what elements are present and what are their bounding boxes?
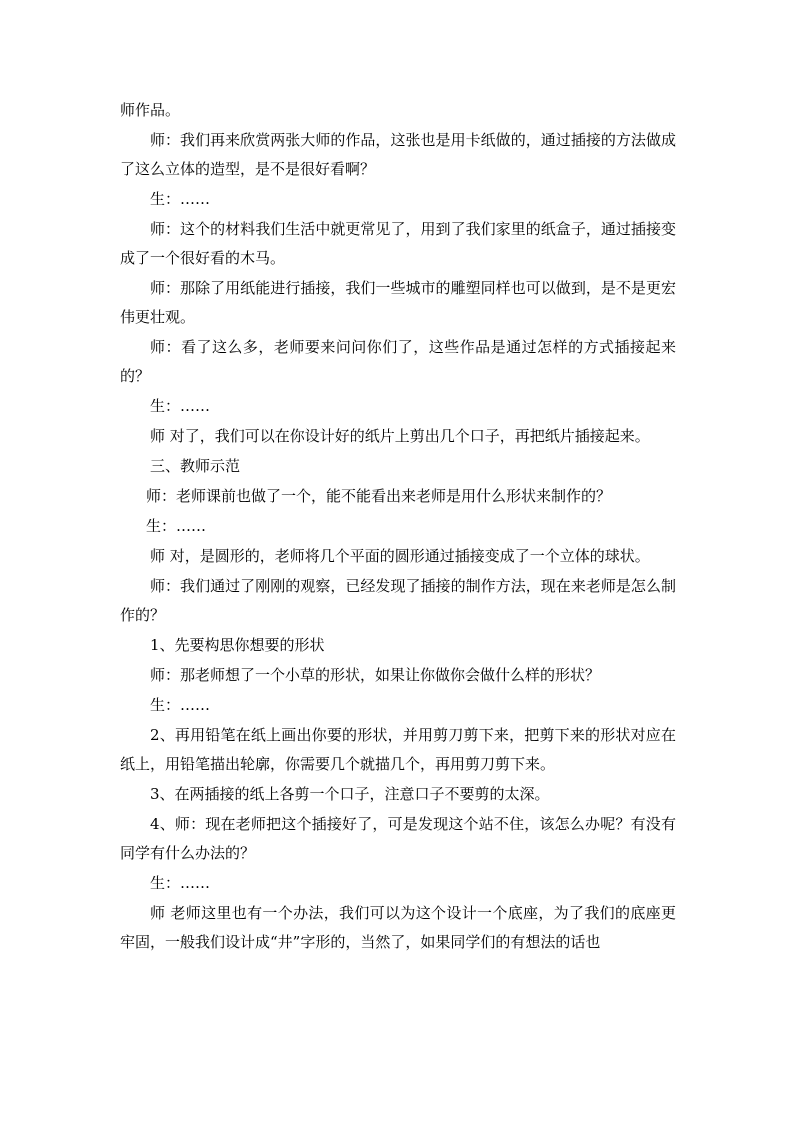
paragraph: 师：那老师想了一个小草的形状，如果让你做你会做什么样的形状？ [150,666,601,684]
paragraph: 生：…… [146,517,207,535]
paragraph: 生：…… [150,397,211,415]
paragraph: 师 对，是圆形的，老师将几个平面的圆形通过插接变成了一个立体的球状。 [150,547,650,565]
paragraph: 师：我们通过了刚刚的观察，已经发现了插接的制作方法，现在来老师是怎么制作的？ [120,577,676,624]
paragraph: 生：…… [150,190,211,208]
paragraph: 师：看了这么多，老师要来问问你们了，这些作品是通过怎样的方式插接起来的？ [120,338,676,385]
paragraph: 师：这个的材料我们生活中就更常见了，用到了我们家里的纸盒子，通过插接变成了一个很好看的木马。 [120,220,676,267]
paragraph: 师：我们再来欣赏两张大师的作品，这张也是用卡纸做的，通过插接的方法做成了这么立体的造型，是不是很好看啊？ [120,131,676,178]
paragraph: 师 对了，我们可以在你设计好的纸片上剪出几个口子，再把纸片插接起来。 [150,427,650,445]
paragraph: 生：…… [150,874,211,892]
paragraph: 师作品。 [120,101,181,119]
paragraph: 师：那除了用纸能进行插接，我们一些城市的雕塑同样也可以做到，是不是更宏伟更壮观。 [120,279,676,326]
paragraph: 师：老师课前也做了一个，能不能看出来老师是用什么形状来制作的？ [146,487,612,505]
step-paragraph: 2、再用铅笔在纸上画出你要的形状，并用剪刀剪下来，把剪下来的形状对应在纸上，用铅笔描出轮廓，你需要几个就描几个，再用剪刀剪下来。 [120,726,676,773]
paragraph: 师 老师这里也有一个办法，我们可以为这个设计一个底座，为了我们的底座更牢固，一般我们设计成“井”字形的，当然了，如果同学们的有想法的话也 [120,904,676,951]
paragraph: 生：…… [150,696,211,714]
step-paragraph: 3、在两插接的纸上各剪一个口子，注意口子不要剪的太深。 [150,785,550,803]
section-heading: 三、教师示范 [150,457,241,475]
document-body [120,96,676,958]
step-heading: 1、先要构思你想要的形状 [150,636,325,654]
step-paragraph: 4、师：现在老师把这个插接好了，可是发现这个站不住，该怎么办呢？有没有同学有什么办法的？ [120,815,676,862]
